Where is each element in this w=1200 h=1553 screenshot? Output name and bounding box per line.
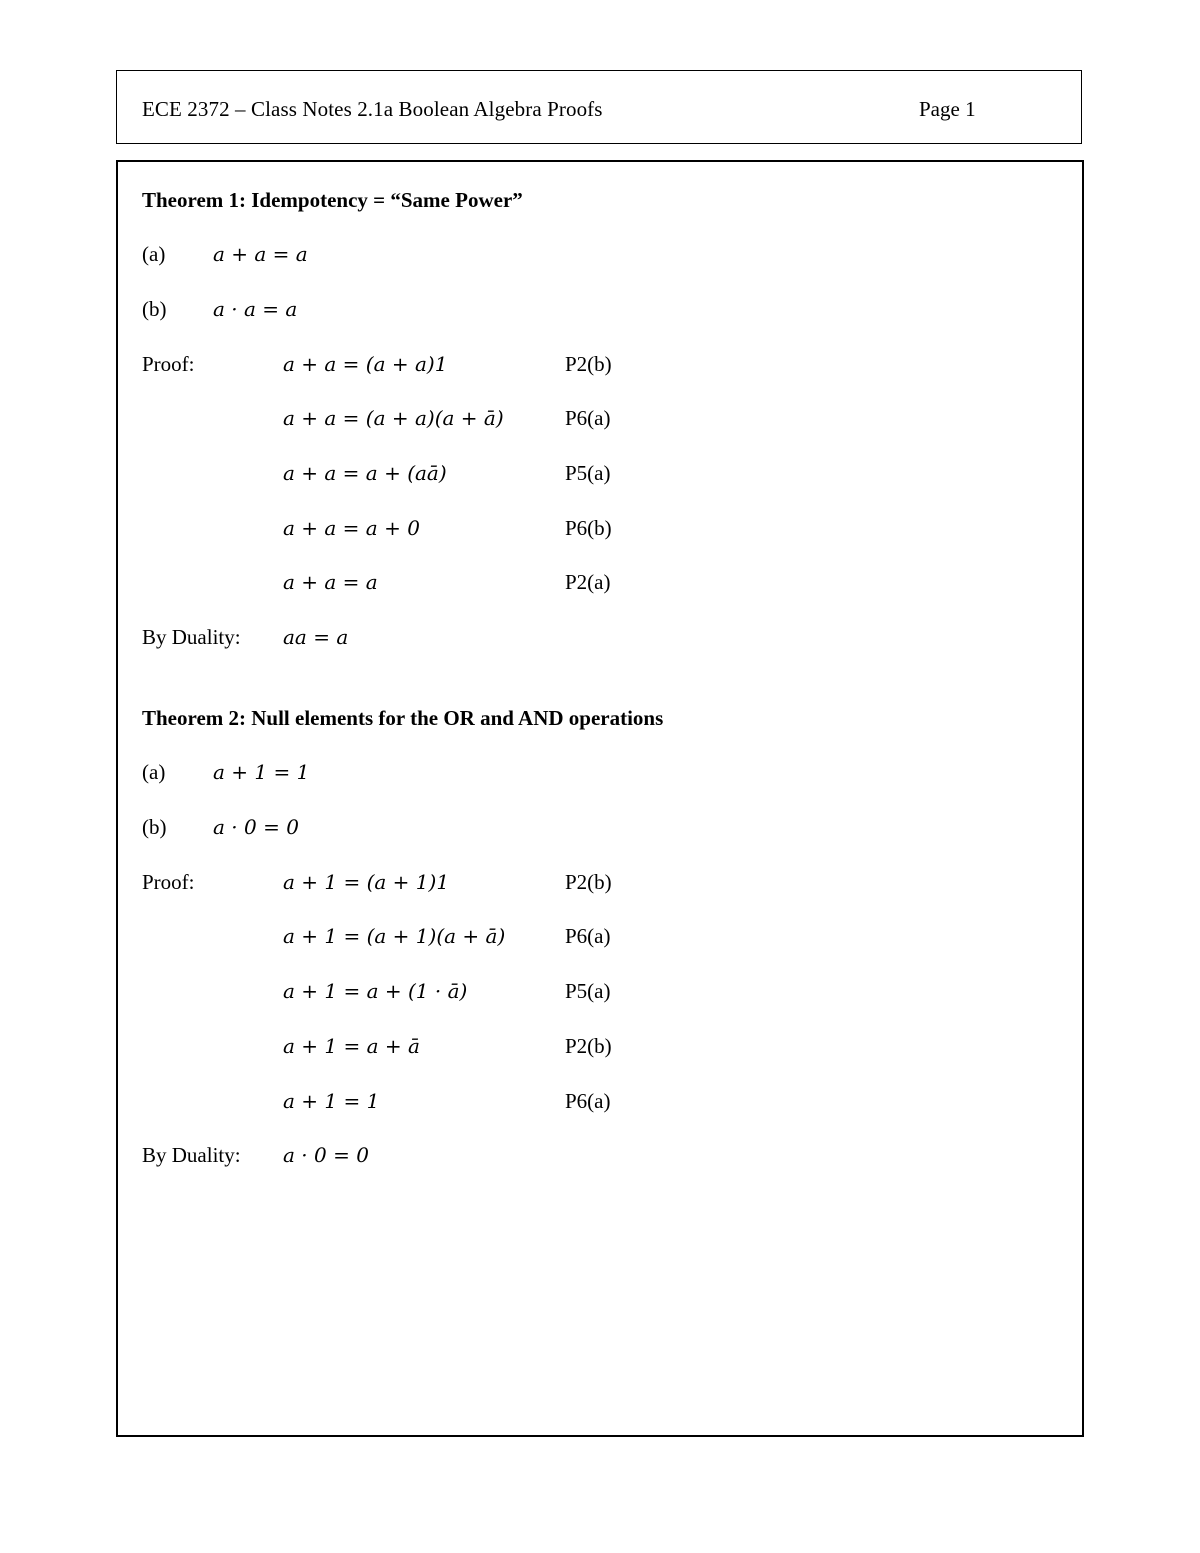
theorem-1-duality-label: By Duality:	[142, 625, 241, 649]
theorem-2-proof-reference: P5(a)	[565, 979, 611, 1003]
theorem-2-proof-reference: P2(b)	[565, 870, 612, 894]
theorem-2-part-a-equation: a + 1 = 1	[213, 760, 310, 784]
theorem-1-proof-step: a + a = a + 0	[283, 516, 420, 540]
theorem-1-proof-step: a + a = (a + a)(a + ā)	[283, 406, 504, 430]
theorem-2-duality-label: By Duality:	[142, 1143, 241, 1167]
theorem-1-proof-label: Proof:	[142, 352, 195, 376]
theorem-1-part-b-label: (b)	[142, 297, 167, 321]
theorem-2-proof-step: a + 1 = 1	[283, 1089, 380, 1113]
theorem-2-part-b-label: (b)	[142, 815, 167, 839]
theorem-2-proof-step: a + 1 = (a + 1)(a + ā)	[283, 924, 506, 948]
theorem-2-proof-reference: P6(a)	[565, 924, 611, 948]
content-frame	[116, 160, 1084, 1437]
theorem-1-proof-reference: P2(b)	[565, 352, 612, 376]
theorem-1-proof-reference: P6(b)	[565, 516, 612, 540]
theorem-2-duality-equation: a · 0 = 0	[283, 1143, 369, 1167]
theorem-1-proof-step: a + a = a	[283, 570, 378, 594]
document-title: ECE 2372 – Class Notes 2.1a Boolean Algebra Proofs	[142, 97, 603, 121]
theorem-2-proof-reference: P2(b)	[565, 1034, 612, 1058]
theorem-1-proof-reference: P6(a)	[565, 406, 611, 430]
theorem-1-part-a-equation: a + a = a	[213, 242, 308, 266]
theorem-1-proof-step: a + a = a + (aā)	[283, 461, 447, 485]
theorem-1-heading: Theorem 1: Idempotency = “Same Power”	[142, 188, 523, 212]
theorem-2-part-b-equation: a · 0 = 0	[213, 815, 299, 839]
theorem-1-proof-reference: P2(a)	[565, 570, 611, 594]
theorem-1-duality-equation: aa = a	[283, 625, 349, 649]
theorem-2-proof-reference: P6(a)	[565, 1089, 611, 1113]
theorem-2-proof-step: a + 1 = a + ā	[283, 1034, 420, 1058]
theorem-2-proof-label: Proof:	[142, 870, 195, 894]
theorem-2-heading: Theorem 2: Null elements for the OR and AND operations	[142, 706, 664, 730]
page-header	[116, 70, 1082, 144]
theorem-1-proof-reference: P5(a)	[565, 461, 611, 485]
theorem-2-proof-step: a + 1 = a + (1 · ā)	[283, 979, 468, 1003]
theorem-2-part-a-label: (a)	[142, 760, 166, 784]
theorem-2-proof-step: a + 1 = (a + 1)1	[283, 870, 450, 894]
theorem-1-proof-step: a + a = (a + a)1	[283, 352, 448, 376]
theorem-1-part-a-label: (a)	[142, 242, 166, 266]
theorem-1-part-b-equation: a · a = a	[213, 297, 298, 321]
page-number: Page 1	[919, 97, 976, 121]
